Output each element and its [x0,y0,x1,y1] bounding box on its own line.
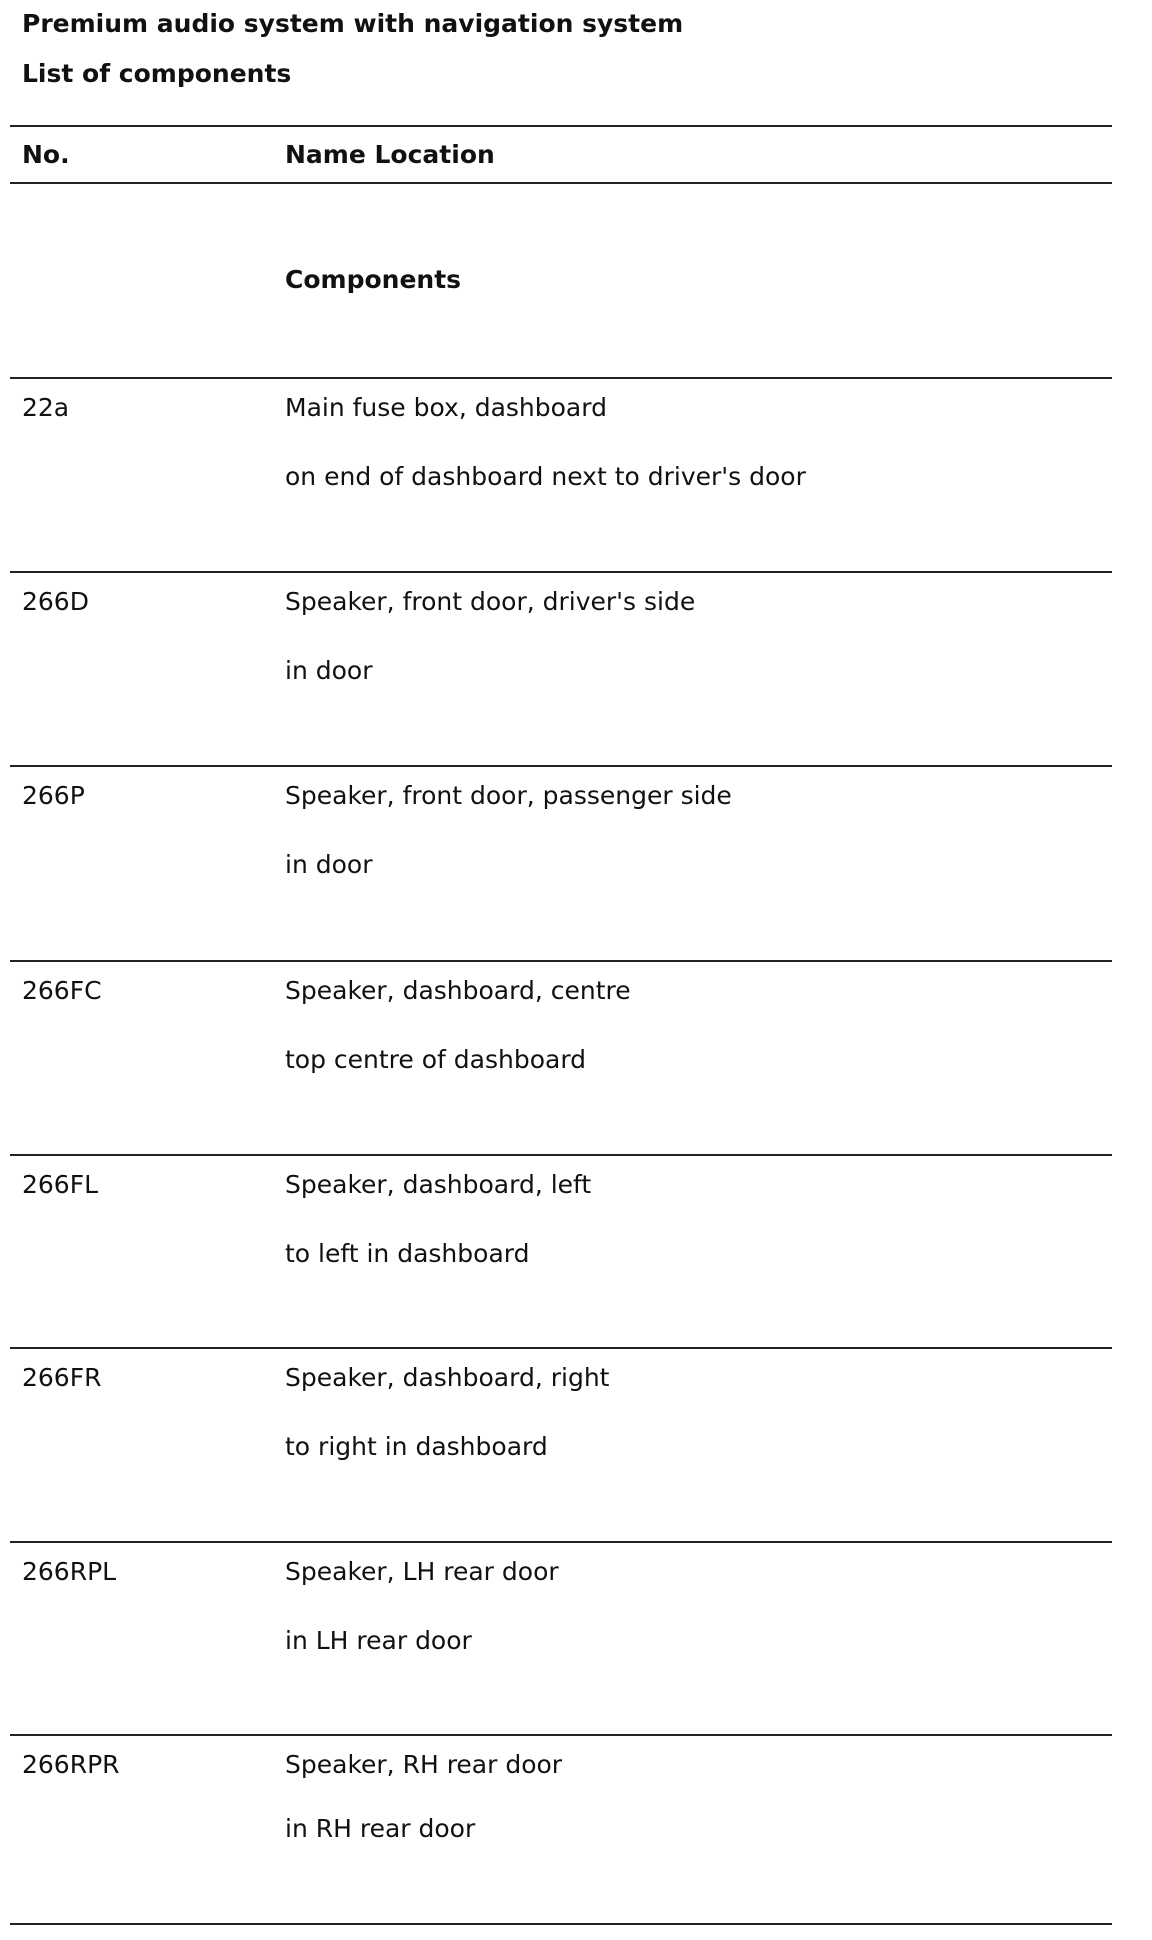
component-number: 266FR [22,1363,102,1392]
column-header-no: No. [22,140,70,169]
table-row-rule [10,1541,1112,1543]
component-number: 266RPR [22,1750,120,1779]
table-row-rule [10,1734,1112,1736]
component-number: 266P [22,781,85,810]
table-row [0,1546,1152,1736]
table-row [0,1159,1152,1349]
table-row [0,965,1152,1155]
document-subtitle: List of components [22,59,292,88]
table-row [0,1352,1152,1542]
component-location: top centre of dashboard [285,1045,587,1074]
component-number: 266RPL [22,1557,117,1586]
table-row [0,1739,1152,1929]
table-row [0,576,1152,766]
table-row-rule [10,960,1112,962]
component-number: 266D [22,587,89,616]
component-number: 22a [22,393,70,422]
component-name: Main fuse box, dashboard [285,393,607,422]
component-location: in door [285,656,373,685]
component-name: Speaker, dashboard, left [285,1170,592,1199]
document-title: Premium audio system with navigation system [22,9,684,38]
table-row [0,382,1152,572]
table-row-rule [10,1347,1112,1349]
component-name: Speaker, dashboard, right [285,1363,610,1392]
table-row-rule [10,765,1112,767]
component-name: Speaker, RH rear door [285,1750,563,1779]
table-row [0,770,1152,960]
table-bottom-rule [10,1923,1112,1925]
component-location: in door [285,850,373,879]
component-location: in RH rear door [285,1814,476,1843]
table-row-rule [10,1154,1112,1156]
header-top-rule [10,125,1112,127]
component-number: 266FL [22,1170,99,1199]
component-number: 266FC [22,976,102,1005]
table-row-rule [10,377,1112,379]
component-name: Speaker, LH rear door [285,1557,559,1586]
component-name: Speaker, dashboard, centre [285,976,631,1005]
section-label-components: Components [285,265,462,294]
header-bottom-rule [10,182,1112,184]
component-location: to left in dashboard [285,1239,530,1268]
component-name: Speaker, front door, driver's side [285,587,696,616]
component-name: Speaker, front door, passenger side [285,781,732,810]
table-row-rule [10,571,1112,573]
component-location: to right in dashboard [285,1432,548,1461]
column-header-name-location: Name Location [285,140,495,169]
component-location: in LH rear door [285,1626,472,1655]
component-location: on end of dashboard next to driver's door [285,462,806,491]
